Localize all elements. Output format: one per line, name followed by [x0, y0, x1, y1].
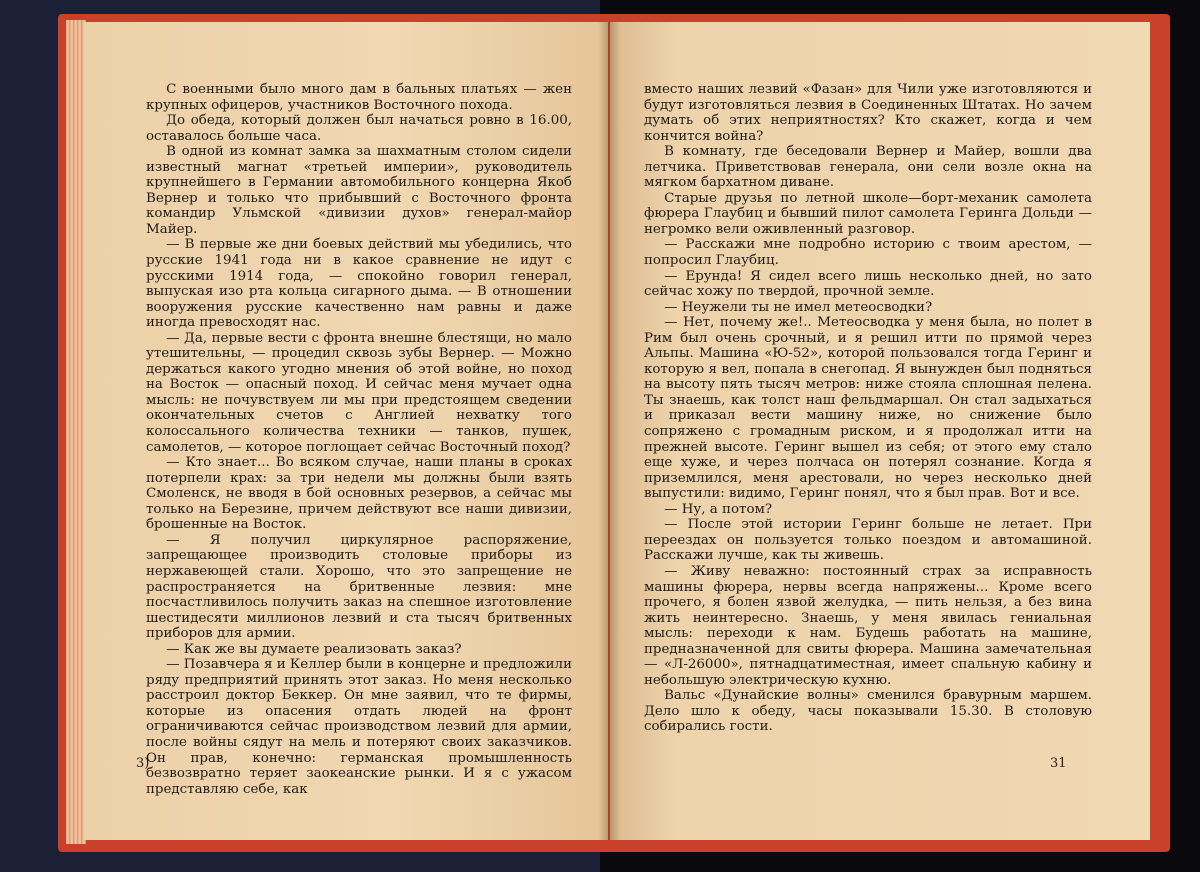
paragraph: — В первые же дни боевых действий мы убедились, что русские 1941 года ни в какое сравнение не идут с русскими 1914 года, — спокойно говорил генерал, выпуская изо рта кольца сигарного дыма. — В отношении вооружения русские качественно нам равны и даже иногда превосходят нас.: [146, 237, 572, 331]
paragraph: — Я получил циркулярное распоряжение, запрещающее производить столовые приборы из нержавеющей стали. Хорошо, что это запрещение не распространяется на бритвенные лезвия: мне посчастливилось получить заказ на спешное изготовление шестидесяти миллионов лезвий и ста тысяч бритвенных приборов для армии.: [146, 532, 572, 642]
paragraph: В комнату, где беседовали Вернер и Майер, вошли два летчика. Приветствовав генерала, они сели возле окна на мягком бархатном диване.: [644, 144, 1092, 191]
paragraph: — Нет, почему же!.. Метеосводка у меня была, но полет в Рим был очень срочный, и я решил итти по прямой через Альпы. Машина «Ю-52», которой пользовался тогда Геринг и которую я вел, попала в снегопад. Я вынужден был подняться на высоту пять тысяч метров: ниже стояла сплошная пелена. Ты знаешь, как толст наш фельдмаршал. Он стал задыхаться и приказал вести машину ниже, но снижение было сопряжено с громадным риском, и я продолжал итти на прежней высоте. Геринг вышел из себя; от этого ему стало еще хуже, и через полчаса он потерял сознание. Когда я приземлился, меня арестовали, но через несколько дней выпустили: видимо, Геринг понял, что я был прав. Вот и все.: [644, 315, 1092, 502]
page-number-left: 3): [136, 756, 150, 771]
page-edges: [66, 20, 86, 844]
paragraph: Вальс «Дунайские волны» сменился бравурным маршем. Дело шло к обеду, часы показывали 15.30. В столовую собирались гости.: [644, 688, 1092, 735]
paragraph: — Да, первые вести с фронта внешне блестящи, но мало утешительны, — процедил сквозь зубы Вернер. — Можно держаться какого угодно мнения об этой войне, но поход на Восток — опасный поход. И сейчас меня мучает одна мысль: не почувствуем ли мы при предстоящем сведении окончательных счетов с Англией нехватку того колоссального количества техники — танков, пушек, самолетов, — которое поглощает сейчас Восточный поход?: [146, 330, 572, 455]
paragraph: — Неужели ты не имел метеосводки?: [664, 299, 933, 315]
right-page: [610, 22, 1150, 840]
paragraph: — Как же вы думаете реализовать заказ?: [166, 641, 462, 657]
paragraph: — Ну, а потом?: [664, 501, 773, 517]
paragraph: — Живу неважно: постоянный страх за исправность машины фюрера, нервы всегда напряжены... Кроме всего прочего, я болен язвой желудка, — пить нельзя, а без вина жить неинтересно. Знаешь, у меня явилась гениальная мысль: переходи к нам. Будешь работать на машине, предназначенной для свиты фюрера. Машина замечательная — «Л-26000», пятнадцатиместная, имеет спальную кабину и небольшую электрическую кухню.: [644, 563, 1092, 688]
paragraph: — После этой истории Геринг больше не летает. При переездах он пользуется только поездом и автомашиной. Расскажи лучше, как ты живешь.: [644, 517, 1092, 564]
paragraph-continued: вместо наших лезвий «Фазан» для Чили уже изготовляются и будут изготовляться лезвия в Соединенных Штатах. Но зачем думать об этих неприятностях? Кто скажет, когда и чем кончится война?: [644, 82, 1092, 144]
paragraph: С военными было много дам в бальных платьях — жен крупных офицеров, участников Восточного похода.: [146, 82, 572, 113]
paragraph: — Ерунда! Я сидел всего лишь несколько дней, но зато сейчас хожу по твердой, прочной земле.: [644, 268, 1092, 300]
left-page-text: [146, 82, 572, 797]
paragraph: — Расскажи мне подробно историю с твоим арестом, — попросил Глаубиц.: [644, 237, 1092, 269]
paragraph: — Позавчера я и Келлер были в концерне и предложили ряду предприятий принять этот заказ. Но меня несколько расстроил доктор Беккер. Он мне заявил, что те фирмы, которые из опасения отдать людей на фронт ограничиваются сейчас производством лезвий для армии, после войны сядут на мель и потеряют своих заказчиков. Он прав, конечно: германская промышленность безвозвратно теряет заокеанские рынки. И я с ужасом представляю себе, как: [146, 657, 572, 797]
paragraph: — Кто знает... Во всяком случае, наши планы в сроках потерпели крах: за три недели мы должны были взять Смоленск, не вводя в бой основных резервов, а сейчас мы только на Березине, причем действуют все наши дивизии, брошенные на Восток.: [146, 455, 572, 533]
paragraph: До обеда, который должен был начаться ровно в 16.00, оставалось больше часа.: [146, 113, 572, 144]
page-number-right: 31: [1050, 756, 1067, 771]
right-page-text: [644, 82, 1092, 735]
left-page: [84, 22, 608, 840]
paragraph: В одной из комнат замка за шахматным столом сидели известный магнат «третьей империи», руководитель крупнейшего в Германии автомобильного концерна Якоб Вернер и только что прибывший с Восточного фронта командир Ульмской «дивизии духов» генерал-майор Майер.: [146, 144, 572, 237]
paragraph: Старые друзья по летной школе—борт-механик самолета фюрера Глаубиц и бывший пилот самолета Геринга Дольди — негромко вели оживленный разговор.: [644, 190, 1092, 237]
book-gutter: [598, 22, 620, 840]
